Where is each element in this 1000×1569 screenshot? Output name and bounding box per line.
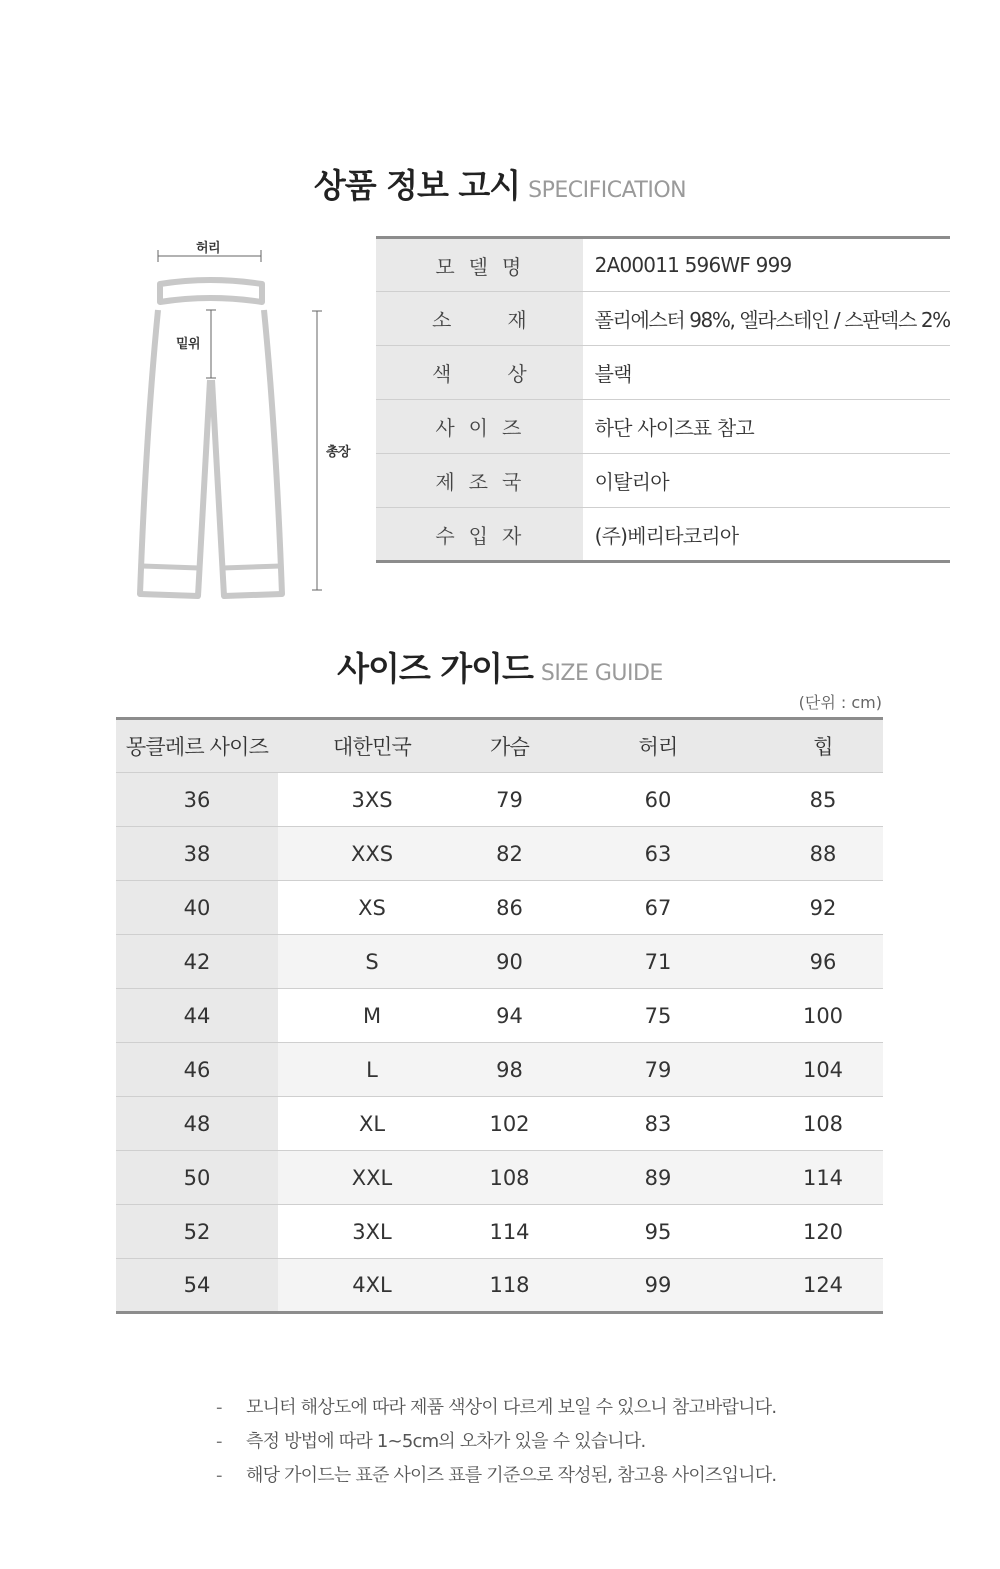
table-row [116, 881, 883, 935]
spec-label: 수입자 [376, 508, 583, 562]
cell-hip: 108 [763, 1097, 883, 1151]
cell-chest: 79 [466, 773, 553, 827]
cell-moncler-size: 36 [116, 773, 278, 827]
table-row [116, 989, 883, 1043]
cell-moncler-size: 38 [116, 827, 278, 881]
cell-waist: 79 [553, 1043, 763, 1097]
spec-value: 하단 사이즈표 참고 [583, 400, 950, 454]
cell-korea-size: S [278, 935, 466, 989]
cell-chest: 118 [466, 1259, 553, 1313]
spec-row [376, 508, 950, 562]
cell-moncler-size: 52 [116, 1205, 278, 1259]
cell-waist: 60 [553, 773, 763, 827]
spec-row [376, 292, 950, 346]
cell-hip: 96 [763, 935, 883, 989]
cell-chest: 114 [466, 1205, 553, 1259]
cell-hip: 88 [763, 827, 883, 881]
cell-moncler-size: 42 [116, 935, 278, 989]
cell-chest: 108 [466, 1151, 553, 1205]
pants-diagram [130, 232, 370, 604]
table-row [116, 827, 883, 881]
cell-korea-size: XL [278, 1097, 466, 1151]
size-table-header [116, 719, 883, 773]
header-waist: 허리 [553, 719, 763, 773]
note-text: 해당 가이드는 표준 사이즈 표를 기준으로 작성된, 참고용 사이즈입니다. [246, 1465, 777, 1486]
note-item [216, 1427, 916, 1461]
cell-korea-size: 3XL [278, 1205, 466, 1259]
spec-value: 폴리에스터 98%, 엘라스테인 / 스판덱스 2% [583, 292, 950, 346]
spec-value: 이탈리아 [583, 454, 950, 508]
spec-value: 2A00011 596WF 999 [583, 238, 950, 292]
cell-korea-size: M [278, 989, 466, 1043]
spec-value: 블랙 [583, 346, 950, 400]
table-row [116, 1205, 883, 1259]
cell-korea-size: XS [278, 881, 466, 935]
cell-hip: 124 [763, 1259, 883, 1313]
header-moncler-size: 몽클레르 사이즈 [116, 719, 278, 773]
note-item [216, 1461, 916, 1495]
spec-row [376, 454, 950, 508]
cell-chest: 98 [466, 1043, 553, 1097]
cell-korea-size: L [278, 1043, 466, 1097]
cell-moncler-size: 44 [116, 989, 278, 1043]
spec-row [376, 400, 950, 454]
size-title-ko: 사이즈 가이드 [337, 649, 533, 688]
waist-label: 허리 [196, 241, 221, 256]
cell-chest: 94 [466, 989, 553, 1043]
cell-korea-size: 3XS [278, 773, 466, 827]
cell-waist: 99 [553, 1259, 763, 1313]
spec-row [376, 346, 950, 400]
header-chest: 가슴 [466, 719, 553, 773]
unit-note: (단위 : cm) [798, 693, 882, 712]
cell-moncler-size: 40 [116, 881, 278, 935]
note-dash: - [216, 1431, 222, 1452]
table-row [116, 773, 883, 827]
size-table-body [116, 773, 883, 1313]
length-label: 총장 [326, 445, 351, 460]
size-title-en: SIZE GUIDE [540, 661, 663, 686]
pants-outline-icon [130, 232, 370, 604]
spec-table [376, 236, 950, 563]
header-korea-size: 대한민국 [278, 719, 466, 773]
cell-chest: 102 [466, 1097, 553, 1151]
cell-hip: 92 [763, 881, 883, 935]
cell-chest: 90 [466, 935, 553, 989]
cell-hip: 104 [763, 1043, 883, 1097]
note-text: 모니터 해상도에 따라 제품 색상이 다르게 보일 수 있으니 참고바랍니다. [246, 1397, 777, 1418]
cell-moncler-size: 48 [116, 1097, 278, 1151]
cell-hip: 114 [763, 1151, 883, 1205]
cell-waist: 83 [553, 1097, 763, 1151]
cell-waist: 75 [553, 989, 763, 1043]
cell-moncler-size: 54 [116, 1259, 278, 1313]
note-text: 측정 방법에 따라 1~5cm의 오차가 있을 수 있습니다. [246, 1431, 646, 1452]
cell-waist: 95 [553, 1205, 763, 1259]
table-row [116, 935, 883, 989]
note-dash: - [216, 1465, 222, 1486]
table-row [116, 1259, 883, 1313]
cell-waist: 67 [553, 881, 763, 935]
cell-moncler-size: 46 [116, 1043, 278, 1097]
spec-section-title [0, 160, 1000, 207]
cell-hip: 100 [763, 989, 883, 1043]
spec-value: (주)베리타코리아 [594, 523, 739, 548]
rise-label: 밑위 [176, 337, 201, 352]
cell-waist: 63 [553, 827, 763, 881]
notes-list [216, 1393, 916, 1495]
cell-chest: 82 [466, 827, 553, 881]
spec-title-en: SPECIFICATION [528, 178, 687, 203]
size-table [116, 717, 883, 1314]
cell-korea-size: 4XL [278, 1259, 466, 1313]
cell-korea-size: XXL [278, 1151, 466, 1205]
size-section-title [0, 643, 1000, 690]
table-row [116, 1043, 883, 1097]
cell-hip: 120 [763, 1205, 883, 1259]
note-item [216, 1393, 916, 1427]
cell-chest: 86 [466, 881, 553, 935]
spec-row [376, 238, 950, 292]
cell-korea-size: XXS [278, 827, 466, 881]
cell-hip: 85 [763, 773, 883, 827]
header-hip: 힙 [763, 719, 883, 773]
cell-waist: 71 [553, 935, 763, 989]
spec-label: 제조국 [376, 454, 583, 508]
spec-label: 사이즈 [376, 400, 583, 454]
cell-moncler-size: 50 [116, 1151, 278, 1205]
spec-label: 모델명 [376, 238, 583, 292]
spec-title-ko: 상품 정보 고시 [313, 166, 521, 205]
spec-label: 소재 [376, 292, 583, 346]
spec-label: 색상 [376, 346, 583, 400]
table-row [116, 1097, 883, 1151]
table-row [116, 1151, 883, 1205]
note-dash: - [216, 1397, 222, 1418]
cell-waist: 89 [553, 1151, 763, 1205]
